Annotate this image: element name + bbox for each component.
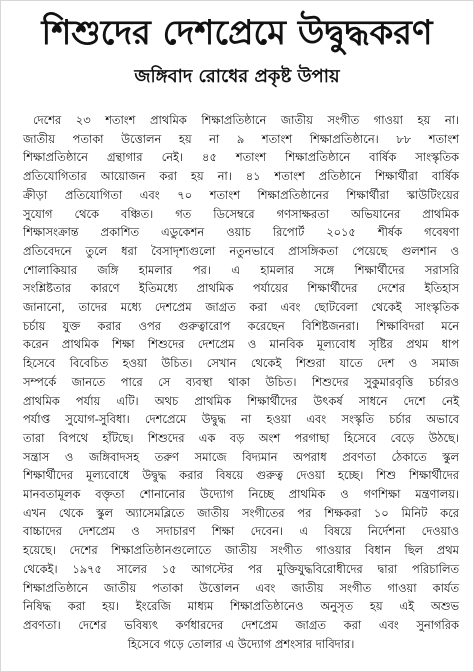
- body-line-16: প্রাথমিক পর্যায় এটি। অথচ প্রাথমিক শিক্ষার্থীদের উৎকর্ষ সাধনে দেশে নেই: [23, 393, 459, 408]
- body-line-27: নিষিদ্ধ করা হয়। ইংরেজি মাধ্যম শিক্ষাপ্রতিষ্ঠানেও অনুসৃত হয় এই অশুভ: [23, 599, 459, 614]
- subheadline: জঙ্গিবাদ রোধের প্রকৃষ্ট উপায়: [134, 66, 340, 87]
- body-line-3: শিক্ষাপ্রতিষ্ঠানে গ্রন্থাগার নেই। ৪৫ শতাংশ শিক্ষাপ্রতিষ্ঠানে বার্ষিক সাংস্কৃতিক: [23, 150, 459, 165]
- body-line-18: তারা বিপথে হাঁটছে। শিশুদের এক বড় অংশ পরগাছা হিসেবে বেড়ে উঠছে।: [23, 430, 459, 445]
- body-line-2: জাতীয় পতাকা উত্তোলন হয় না ৯ শতাংশ শিক্ষাপ্রতিষ্ঠানে। ৮৮ শতাংশ: [23, 131, 459, 146]
- body-line-22: এখন থেকে স্কুল অ্যাসেমব্লিতে জাতীয় সংগীতের পর শিক্ষকরা ১০ মিনিট করে: [23, 505, 459, 520]
- body-line-9: শোলাকিয়ার জঙ্গি হামলার পর। এ হামলার সঙ্গে শিক্ষার্থীদের সরাসরি: [23, 262, 459, 277]
- body-line-10: সংশ্লিষ্টতার কারণে ইতিমধ্যে প্রাথমিক পর্যায়ের শিক্ষার্থীদের দেশের ইতিহাস: [23, 281, 459, 296]
- body-line-28: প্রবণতা। দেশের ভবিষ্যৎ কর্ণধারদের দেশপ্রেম জাগ্রত করা এবং সুনাগরিক: [23, 617, 459, 632]
- body-line-26: শিক্ষাপ্রতিষ্ঠানে জাতীয় পতাকা উত্তোলন এবং জাতীয় সংগীত গাওয়া কার্যত: [23, 580, 459, 595]
- body-line-13: করেন প্রাথমিক শিক্ষা শিশুদের দেশপ্রেম ও মানবিক মূল্যবোধ সৃষ্টির প্রথম ধাপ: [23, 337, 459, 352]
- body-line-14: হিসেবে বিবেচিত হওয়া উচিত। সেখান থেকেই শিশুরা যাতে দেশ ও সমাজ: [23, 356, 459, 371]
- body-line-25: থেকেই। ১৯৭৫ সালের ১৫ আগস্টের পর মুক্তিযুদ্ধবিরোধীদের দ্বারা পরিচালিত: [23, 561, 459, 576]
- body-line-1: দেশের ২৩ শতাংশ প্রাথমিক শিক্ষাপ্রতিষ্ঠানে জাতীয় সংগীত গাওয়া হয় না।: [33, 113, 459, 127]
- body-line-4: প্রতিযোগিতার আয়োজন করা হয় না। ৪১ শতাংশ প্রতিষ্ঠানে শিক্ষার্থীরা বার্ষিক: [23, 169, 459, 184]
- body-line-6: সুযোগ থেকে বঞ্চিত। গত ডিসেম্বরে গণসাক্ষরতা অভিযানের প্রাথমিক: [23, 206, 459, 221]
- body-line-19: সন্ত্রাস ও জঙ্গিবাদসহ তরুণ সমাজে বিদ্যমান অপরাধ প্রবণতা ঠেকাতে স্কুল: [23, 449, 459, 464]
- body-line-11: জানানো, তাদের মধ্যে দেশপ্রেম জাগ্রত করা এবং ছোটবেলা থেকেই সাংস্কৃতিক: [23, 300, 459, 315]
- body-line-20: শিক্ষার্থীদের মূল্যবোধে উদ্বুদ্ধ করার বিষয়ে গুরুত্ব দেওয়া হচ্ছে। শিশু শিক্ষার্থীদের: [23, 468, 459, 483]
- body-line-29: হিসেবে গড়ে তোলার এ উদ্যোগ প্রশংসার দাবিদার।: [127, 636, 355, 651]
- headline: শিশুদের দেশপ্রেমে উদ্বুদ্ধকরণ: [41, 13, 433, 53]
- body-line-17: পর্যাপ্ত সুযোগ-সুবিধা। দেশপ্রেমে উদ্বুদ্ধ না হওয়া এবং সংস্কৃতি চর্চার অভাবে: [23, 412, 459, 427]
- body-line-15: সম্পর্কে জানতে পারে সে ব্যবস্থা থাকা উচিত। শিশুদের সুকুমারবৃত্তি চর্চারও: [23, 374, 459, 389]
- body-line-23: বাচ্চাদের দেশপ্রেম ও সদাচারণ শিক্ষা দেবেন। এ বিষয়ে নির্দেশনা দেওয়াও: [23, 524, 459, 539]
- body-line-24: হয়েছে। দেশের শিক্ষাপ্রতিষ্ঠানগুলোতে জাতীয় সংগীত গাওয়ার বিধান ছিল প্রথম: [23, 543, 459, 558]
- body-line-8: প্রতিবেদনে তুলে ধরা বৈসাদৃশ্যগুলো নতুনভাবে প্রাসঙ্গিকতা পেয়েছে গুলশান ও: [23, 243, 459, 258]
- body-line-5: ক্রীড়া প্রতিযোগিতা এবং ৭০ শতাংশ শিক্ষাপ্রতিষ্ঠানের শিক্ষার্থীরা স্কাউটিংয়ের: [23, 187, 459, 202]
- body-line-21: মানবতামূলক বক্তৃতা শোনানোর উদ্যোগ নিচ্ছে প্রাথমিক ও গণশিক্ষা মন্ত্রণালয়।: [23, 487, 459, 502]
- body-line-12: চর্চায় যুক্ত করার ওপর গুরুত্বারোপ করেছেন বিশিষ্টজনরা। শিক্ষাবিদরা মনে: [23, 318, 459, 333]
- article-body: [23, 111, 459, 653]
- body-line-7: শিক্ষাসংক্রান্ত প্রকাশিত এডুকেশন ওয়াচ রিপোর্ট ২০১৫ শীর্ষক গবেষণা: [23, 225, 459, 240]
